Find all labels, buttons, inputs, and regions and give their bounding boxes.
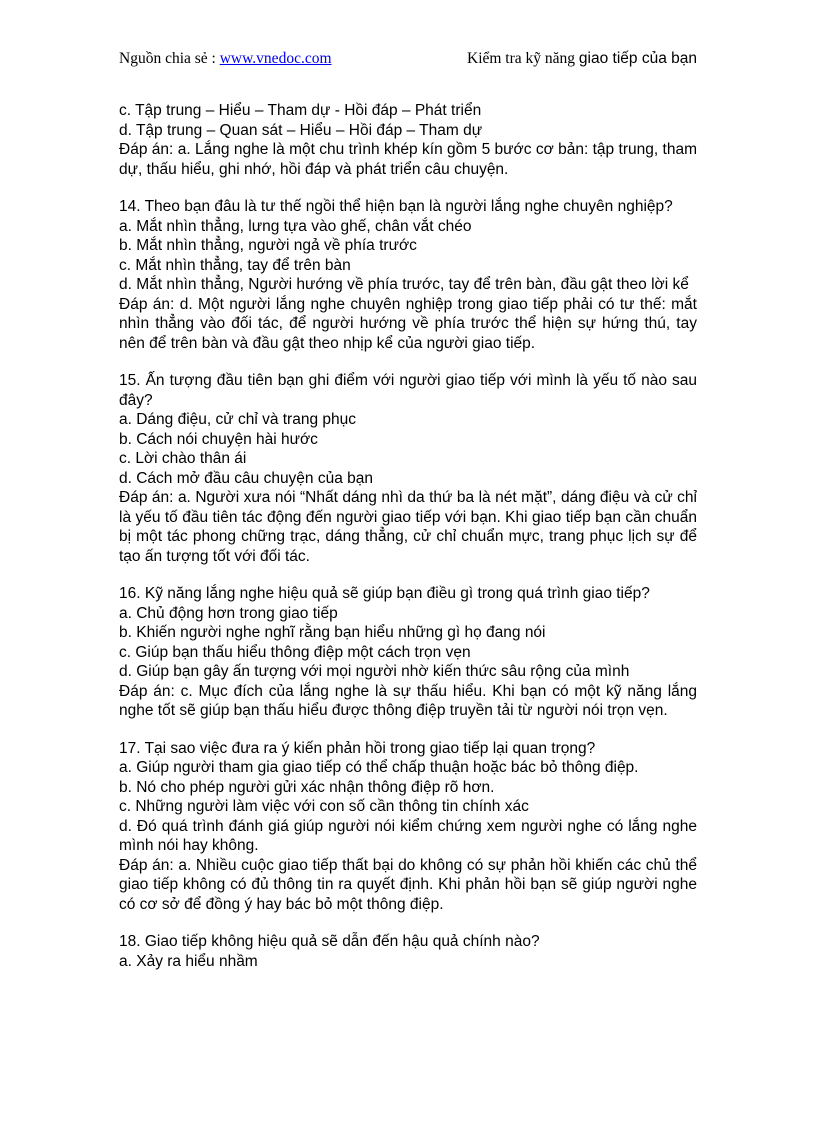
question-15-block	[119, 371, 697, 566]
question-17-block	[119, 739, 697, 915]
question-text: 15. Ấn tượng đầu tiên bạn ghi điểm với người giao tiếp với mình là yếu tố nào sau đây?	[119, 372, 697, 409]
option-c: c. Giúp bạn thấu hiểu thông điệp một cách trọn vẹn	[119, 643, 471, 661]
option-d: d. Mắt nhìn thẳng, Người hướng về phía trước, tay để trên bàn, đầu gật theo lời kể	[119, 276, 689, 293]
option-a: a. Xảy ra hiểu nhầm	[119, 952, 258, 970]
document-title	[467, 50, 697, 68]
question-18-block	[119, 932, 697, 971]
question-16-block	[119, 584, 697, 721]
option-b: b. Cách nói chuyện hài hước	[119, 430, 318, 448]
question-text: 14. Theo bạn đâu là tư thế ngồi thể hiện bạn là người lắng nghe chuyên nghiệp?	[119, 198, 673, 215]
source-link[interactable]: www.vnedoc.com	[219, 50, 332, 67]
answer: Đáp án: c. Mục đích của lắng nghe là sự thấu hiểu. Khi bạn có một kỹ năng lắng nghe tốt sẽ giúp bạn thấu hiểu được thông điệp truyền tải từ người nói trọn vẹn.	[119, 682, 697, 719]
option-d: d. Đó quá trình đánh giá giúp người nói kiểm chứng xem người nghe có lắng nghe mình nói hay không.	[119, 817, 697, 854]
document-body	[119, 101, 697, 971]
option-a: a. Dáng điệu, cử chỉ và trang phục	[119, 411, 356, 428]
option-a: a. Giúp người tham gia giao tiếp có thể chấp thuận hoặc bác bỏ thông điệp.	[119, 759, 639, 776]
question-text: 17. Tại sao việc đưa ra ý kiến phản hồi trong giao tiếp lại quan trọng?	[119, 739, 596, 757]
question-13-block	[119, 101, 697, 179]
title-part-2: giao tiếp của bạn	[578, 50, 697, 67]
option-d: d. Giúp bạn gây ấn tượng với mọi người nhờ kiến thức sâu rộng của mình	[119, 663, 630, 680]
page-header	[119, 48, 697, 74]
answer: Đáp án: a. Người xưa nói “Nhất dáng nhì da thứ ba là nét mặt”, dáng điệu và cử chỉ là yếu tố đầu tiên tác động đến người giao tiếp với bạn. Khi giao tiếp bạn cần chuẩn bị một tác phong chững trạc, dáng thẳng, cử chỉ chuẩn mực, trang phục lịch sự để tạo ấn tượng tốt với đối tác.	[119, 489, 697, 565]
option-d: d. Cách mở đầu câu chuyện của bạn	[119, 469, 374, 487]
option-c: c. Lời chào thân ái	[119, 450, 247, 467]
option-c: c. Tập trung – Hiểu – Tham dự - Hồi đáp – Phát triển	[119, 102, 482, 119]
option-b: b. Khiến người nghe nghĩ rằng bạn hiểu những gì họ đang nói	[119, 624, 546, 641]
option-d: d. Tập trung – Quan sát – Hiểu – Hồi đáp – Tham dự	[119, 121, 483, 139]
source-label: Nguồn chia sẻ :	[119, 50, 220, 67]
answer: Đáp án: d. Một người lắng nghe chuyên nghiệp trong giao tiếp phải có tư thế: mắt nhìn thẳng vào đối tác, để người hướng về phía trước thể hiện sự hứng thú, tay nên để trên bàn và đầu gật theo nhịp kể của người giao tiếp.	[119, 295, 697, 352]
option-a: a. Mắt nhìn thẳng, lưng tựa vào ghế, chân vắt chéo	[119, 217, 472, 235]
title-part-1: Kiểm tra kỹ năng	[467, 50, 579, 67]
source-credit	[119, 50, 332, 68]
answer: Đáp án: a. Lắng nghe là một chu trình khép kín gồm 5 bước cơ bản: tập trung, tham dự, thấu hiểu, ghi nhớ, hồi đáp và phát triển câu chuyện.	[119, 141, 697, 178]
option-c: c. Mắt nhìn thẳng, tay để trên bàn	[119, 256, 351, 274]
question-14-block	[119, 197, 697, 353]
option-c: c. Những người làm việc với con số cần thông tin chính xác	[119, 798, 529, 815]
option-b: b. Mắt nhìn thẳng, người ngả về phía trước	[119, 237, 417, 254]
option-a: a. Chủ động hơn trong giao tiếp	[119, 604, 338, 622]
question-text: 16. Kỹ năng lắng nghe hiệu quả sẽ giúp bạn điều gì trong quá trình giao tiếp?	[119, 585, 650, 602]
question-text: 18. Giao tiếp không hiệu quả sẽ dẫn đến hậu quả chính nào?	[119, 933, 540, 950]
answer: Đáp án: a. Nhiều cuộc giao tiếp thất bại do không có sự phản hồi khiến các chủ thể giao tiếp không có đủ thông tin ra quyết định. Khi phản hồi bạn sẽ giúp người nghe có cơ sở để đồng ý hay bác bỏ một thông điệp.	[119, 856, 697, 913]
option-b: b. Nó cho phép người gửi xác nhận thông điệp rõ hơn.	[119, 778, 495, 796]
